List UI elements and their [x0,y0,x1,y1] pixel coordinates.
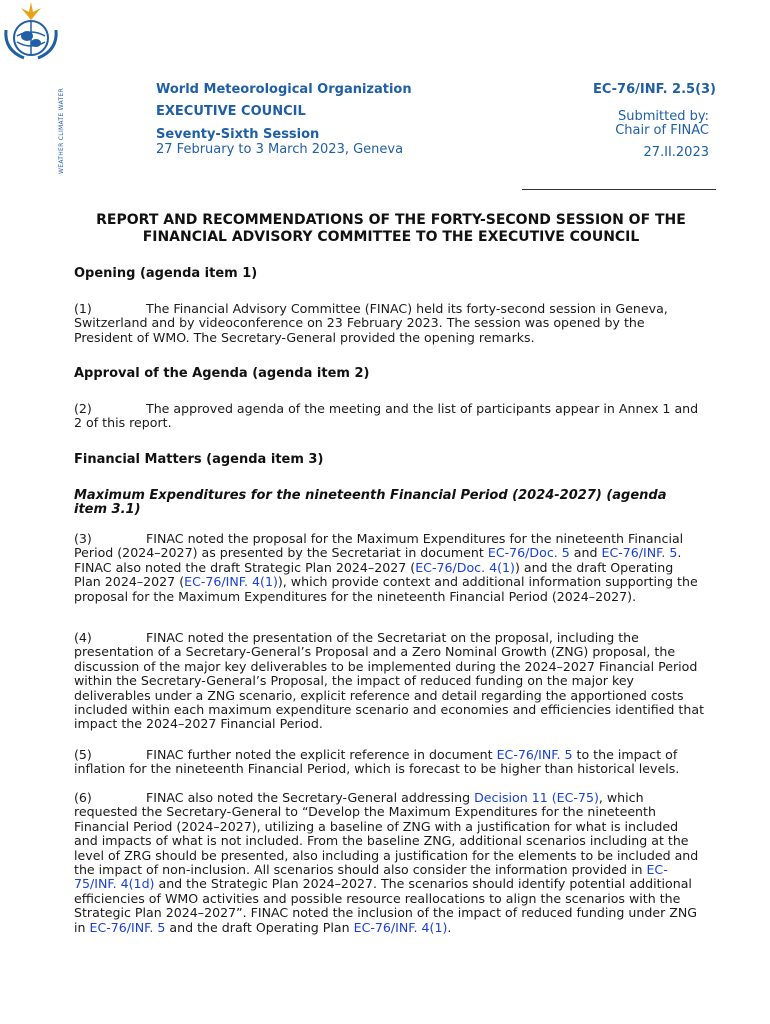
paragraph-text: The Financial Advisory Committee (FINAC) held its forty-second session in Geneva, Switzerland and by videoconference on 23 February 2023. The session was opened by the President of WMO. The Secretary-General provided the opening remarks. [74,301,668,345]
text-run: FINAC noted the proposal for the Maximum Expenditures for the nineteenth Financial Period (2024–2027) as presented by the Secretariat in document [74,531,684,561]
link-ec75-inf4-1d[interactable]: EC-75/INF. 4(1d) [74,862,668,892]
submitted-by-label: Submitted by: [618,109,709,124]
heading-opening: Opening (agenda item 1) [74,266,258,281]
paragraph-4 [74,631,704,732]
wmo-logo [0,0,62,66]
submission-date: 27.II.2023 [643,145,709,160]
paragraph-2 [74,402,704,431]
text-run: . [447,919,452,935]
heading-max-expenditures: Maximum Expenditures for the nineteenth Financial Period (2024-2027) (agenda item 3.1) [74,488,667,517]
paragraph-number: (2) [74,401,92,416]
paragraph-number: (1) [74,301,92,316]
text-run: FINAC also noted the Secretary-General addressing [146,790,475,805]
session-name: Seventy-Sixth Session [156,127,320,142]
paragraph-number: (5) [74,747,92,762]
logo-tagline: WEATHER CLIMATE WATER [58,87,65,174]
paragraph-number: (3) [74,531,92,546]
link-decision-11[interactable]: Decision 11 (EC-75) [474,790,599,805]
text-run: . FINAC also noted the draft Strategic Plan 2024–2027 ( [74,545,682,575]
text-run: FINAC further noted the explicit reference in document [146,747,497,762]
heading-financial-matters: Financial Matters (agenda item 3) [74,452,324,467]
paragraph-text: The approved agenda of the meeting and the list of participants appear in Annex 1 and 2 of this report. [74,401,699,431]
text-run: ), which provide context and additional information supporting the proposal for the Maximum Expenditures for the nineteenth Financial Period (2024–2027). [74,574,698,604]
submitter: Chair of FINAC [615,123,709,138]
paragraph-1 [74,302,704,345]
paragraph-text: FINAC noted the presentation of the Secretariat on the proposal, including the presentation of a Secretary-General’s Proposal and a Zero Nominal Growth (ZNG) proposal, the discussion of the major key deliverables to be implemented during the 2024–2027 Financial Period within the Secretary-General’s Proposal, the impact of reduced funding on the major key deliverables under a ZNG scenario, explicit reference and detail regarding the apportioned costs included within each maximum expenditure scenario and economies and efficiencies identified that impact the 2024–2027 Financial Period. [74,630,705,732]
document-number: EC-76/INF. 2.5(3) [592,82,716,97]
header-divider [522,189,716,190]
paragraph-3 [74,532,704,604]
link-ec76-inf5[interactable]: EC-76/INF. 5 [496,747,573,762]
paragraph-number: (4) [74,630,92,645]
council-name: EXECUTIVE COUNCIL [156,104,306,119]
paragraph-5 [74,748,704,777]
organization-name: World Meteorological Organization [156,82,412,97]
link-ec76-inf4-1[interactable]: EC-76/INF. 4(1) [353,919,448,935]
link-ec76-inf5[interactable]: EC-76/INF. 5 [89,919,166,935]
text-run: and the Strategic Plan 2024–2027. The scenarios should identify potential additional efficiencies of WMO activities and possible resource reallocations to align the scenarios with the Strategic Plan 2024–2027”. FINAC noted the inclusion of the impact of reduced funding under ZNG in [74,876,698,935]
text-run: , which requested the Secretary-General to “Develop the Maximum Expenditures for the nineteenth Financial Period (2024–2027), utilizing a baseline of ZNG with a justification for what is included and impacts of what is not included. From the baseline ZNG, additional scenarios including at the level of ZRG should be presented, also including a justification for the elements to be included and the impact of non-inclusion. All scenarios should also consider the information provided in [74,790,699,878]
session-dates: 27 February to 3 March 2023, Geneva [156,142,404,157]
link-ec76-doc5[interactable]: EC-76/Doc. 5 [487,545,570,561]
heading-agenda: Approval of the Agenda (agenda item 2) [74,366,370,381]
paragraph-number: (6) [74,790,92,805]
text-run: to the impact of inflation for the nineteenth Financial Period, which is forecast to be higher than historical levels. [74,747,680,777]
document-title: REPORT AND RECOMMENDATIONS OF THE FORTY-SECOND SESSION OF THE FINANCIAL ADVISORY COMMITTEE TO THE EXECUTIVE COUNCIL [96,212,686,245]
text-run: ) and the draft Operating Plan 2024–2027 ( [74,559,674,590]
text-run: and [569,545,602,561]
link-ec76-inf4-1[interactable]: EC-76/INF. 4(1) [184,574,278,590]
link-ec76-doc4-1[interactable]: EC-76/Doc. 4(1) [415,559,515,575]
link-ec76-inf5[interactable]: EC-76/INF. 5 [601,545,678,561]
text-run: and the draft Operating Plan [165,919,354,935]
paragraph-6 [74,791,704,935]
